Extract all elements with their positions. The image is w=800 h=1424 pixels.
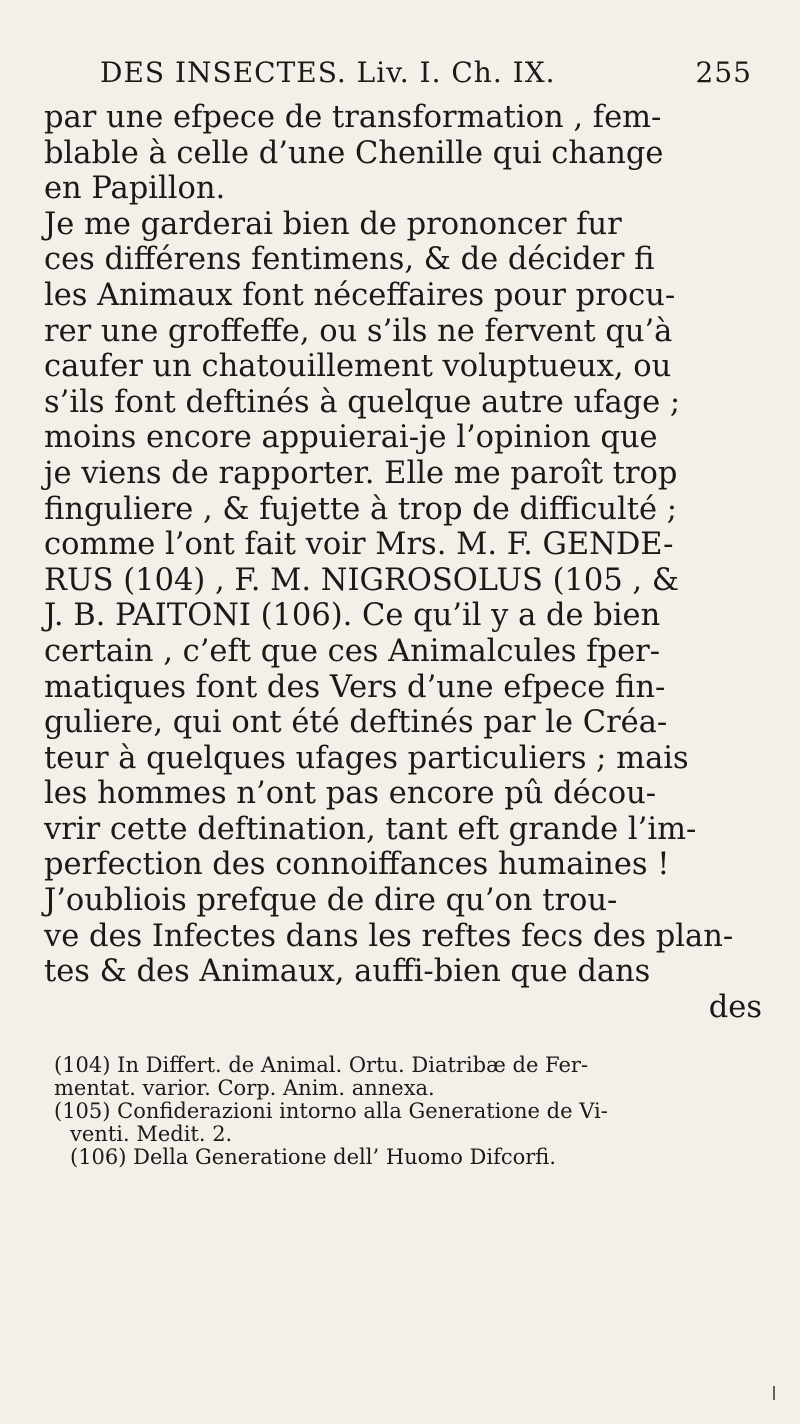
text-line: finguliere , & fujette à trop de difficulté ; [44,491,677,527]
text-line: moins encore appuierai-je l’opinion que [44,420,658,456]
text-line: RUS (104) , F. M. NIGROSOLUS (105 , & [44,562,679,598]
text-line: guliere, qui ont été deftinés par le Créa- [44,705,668,741]
text-line: Je me garderai bien de prononcer fur [44,206,622,242]
text-line: par une efpece de transformation , fem- [44,100,662,135]
text-line: les hommes n’ont pas encore pû décou- [44,776,657,812]
paper-mark [773,1386,775,1400]
body-text [44,100,762,1025]
text-line: je viens de rapporter. Elle me paroît trop [44,455,678,491]
footnote-line: (105) Confiderazioni intorno alla Generatione de Vi- [54,1099,608,1123]
footnote-line: mentat. varior. Corp. Anim. annexa. [54,1076,435,1100]
text-line: certain , c’eft que ces Animalcules fper- [44,633,661,669]
text-line: matiques font des Vers d’une efpece fin- [44,669,666,705]
text-line: rer une groffeffe, ou s’ils ne fervent qu’à [44,313,673,349]
text-line: comme l’ont fait voir Mrs. M. F. GENDE- [44,527,674,563]
catchword: des [708,989,762,1025]
text-line: en Papillon. [44,171,226,207]
text-line: J’oubliois prefque de dire qu’on trou- [44,883,618,919]
running-title: DES INSECTES. Liv. I. Ch. IX. [100,56,556,89]
text-line: J. B. PAITONI (106). Ce qu’il y a de bien [44,598,661,634]
text-line: ve des Infectes dans les reftes fecs des plan- [44,918,734,954]
text-line: tes & des Animaux, auffi-bien que dans [44,954,651,990]
running-header [100,56,752,96]
text-line: blable à celle d’une Chenille qui change [44,135,664,171]
footnote-line: (106) Della Generatione dell’ Huomo Difcorfi. [70,1145,556,1169]
footnote-line: venti. Medit. 2. [70,1122,233,1146]
page-number: 255 [695,56,752,89]
text-line: les Animaux font néceffaires pour procu- [44,277,676,313]
text-line: perfection des connoiffances humaines ! [44,847,670,883]
text-line: s’ils font deftinés à quelque autre ufage ; [44,384,681,420]
footnotes [54,1054,770,1169]
text-line: ces différens fentimens, & de décider fi [44,242,655,278]
footnote-line: (104) In Differt. de Animal. Ortu. Diatribæ de Fer- [54,1053,589,1077]
text-line: vrir cette deftination, tant eft grande l’im- [44,811,697,847]
text-line: teur à quelques ufages particuliers ; mais [44,740,689,776]
text-line: caufer un chatouillement voluptueux, ou [44,349,672,385]
